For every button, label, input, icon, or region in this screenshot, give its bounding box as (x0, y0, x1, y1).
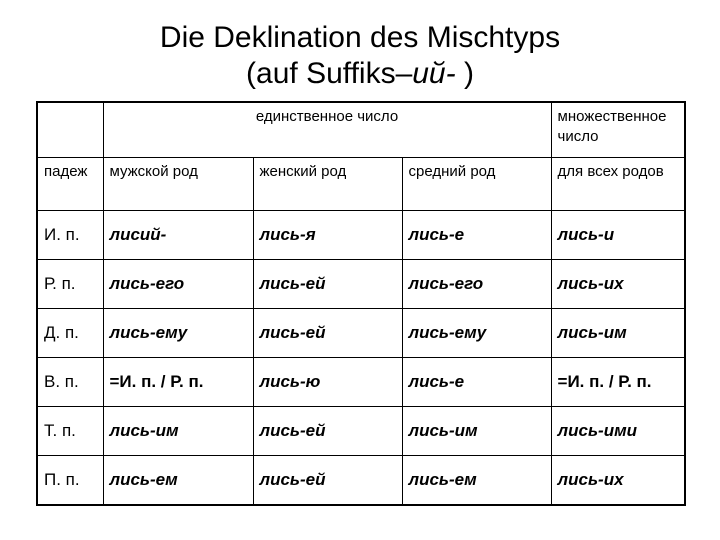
subheader-feminine: женский род (253, 158, 402, 211)
form-feminine: лись-ей (253, 407, 402, 456)
form-masculine: лисий- (103, 211, 253, 260)
table-row (37, 456, 685, 506)
form-feminine: лись-ей (253, 309, 402, 358)
form-neuter: лись-его (402, 260, 551, 309)
form-neuter: лись-е (402, 358, 551, 407)
case-label: В. п. (37, 358, 103, 407)
form-feminine: лись-ю (253, 358, 402, 407)
case-label: Т. п. (37, 407, 103, 456)
case-label: Р. п. (37, 260, 103, 309)
subheader-case: падеж (37, 158, 103, 211)
form-neuter: лись-ему (402, 309, 551, 358)
header-plural: множественное число (551, 102, 685, 158)
declension-table (36, 101, 686, 506)
form-masculine: лись-ем (103, 456, 253, 506)
table-row (37, 358, 685, 407)
table-row (37, 211, 685, 260)
case-label: И. п. (37, 211, 103, 260)
form-masculine: =И. п. / Р. п. (103, 358, 253, 407)
header-singular: единственное число (103, 102, 551, 158)
form-neuter: лись-ем (402, 456, 551, 506)
form-neuter: лись-е (402, 211, 551, 260)
form-plural: лись-и (551, 211, 685, 260)
form-feminine: лись-ей (253, 456, 402, 506)
form-feminine: лись-ей (253, 260, 402, 309)
form-plural: =И. п. / Р. п. (551, 358, 685, 407)
case-label: Д. п. (37, 309, 103, 358)
form-plural: лись-им (551, 309, 685, 358)
form-plural: лись-их (551, 260, 685, 309)
form-masculine: лись-ему (103, 309, 253, 358)
subheader-masculine: мужской род (103, 158, 253, 211)
case-label: П. п. (37, 456, 103, 506)
form-feminine: лись-я (253, 211, 402, 260)
table-row (37, 260, 685, 309)
table-row (37, 407, 685, 456)
title-line-2-prefix: (auf Suffiks– (246, 57, 413, 90)
form-plural: лись-их (551, 456, 685, 506)
header-row-number (37, 102, 685, 158)
subheader-all-genders: для всех родов (551, 158, 685, 211)
title-suffix: ий- (412, 57, 456, 90)
form-masculine: лись-его (103, 260, 253, 309)
title-line-2-end: ) (455, 57, 474, 90)
header-empty-cell (37, 102, 103, 158)
form-masculine: лись-им (103, 407, 253, 456)
title-line-2 (0, 56, 720, 92)
title-line-1: Die Deklination des Mischtyps (159, 21, 561, 54)
subheader-neuter: средний род (402, 158, 551, 211)
page-title (0, 20, 720, 92)
form-plural: лись-ими (551, 407, 685, 456)
table-row (37, 309, 685, 358)
form-neuter: лись-им (402, 407, 551, 456)
header-row-gender (37, 158, 685, 211)
